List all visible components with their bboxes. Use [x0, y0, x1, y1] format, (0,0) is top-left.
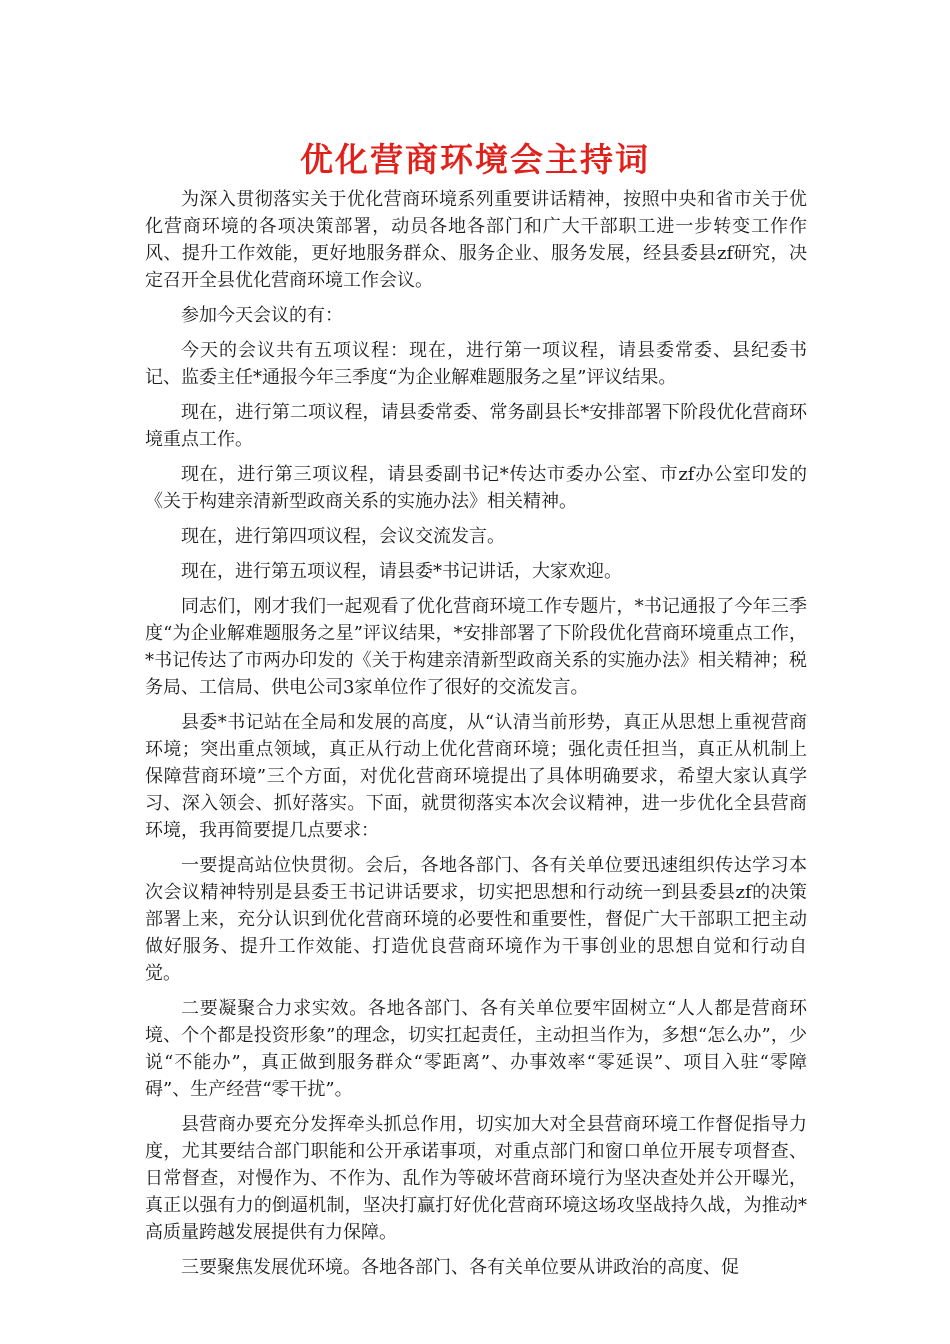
paragraph: 现在，进行第三项议程，请县委副书记*传达市委办公室、市zf办公室印发的《关于构建亲清新型政商关系的实施办法》相关精神。 — [145, 464, 807, 512]
paragraph: 现在，进行第二项议程，请县委常委、常务副县长*安排部署下阶段优化营商环境重点工作。 — [145, 402, 807, 450]
paragraph: 今天的会议共有五项议程：现在，进行第一项议程，请县委常委、县纪委书记、监委主任*通报今年三季度“为企业解难题服务之星”评议结果。 — [145, 340, 807, 388]
paragraph: 三要聚焦发展优环境。各地各部门、各有关单位要从讲政治的高度、促 — [181, 1257, 739, 1278]
paragraph: 县营商办要充分发挥牵头抓总作用，切实加大对全县营商环境工作督促指导力度，尤其要结合部门职能和公开承诺事项，对重点部门和窗口单位开展专项督查、日常督查，对慢作为、不作为、乱作为等破坏营商环境行为坚决查处并公开曝光，真正以强有力的倒逼机制，坚决打赢打好优化营商环境这场攻坚战持久战，为推动*高质量跨越发展提供有力保障。 — [145, 1114, 807, 1243]
paragraph: 为深入贯彻落实关于优化营商环境系列重要讲话精神，按照中央和省市关于优化营商环境的各项决策部署，动员各地各部门和广大干部职工进一步转变工作作风、提升工作效能，更好地服务群众、服务企业、服务发展，经县委县zf研究，决定召开全县优化营商环境工作会议。 — [145, 189, 807, 291]
paragraph: 二要凝聚合力求实效。各地各部门、各有关单位要牢固树立“人人都是营商环境、个个都是投资形象”的理念，切实扛起责任，主动担当作为，多想“怎么办”，少说“不能办”，真正做到服务群众“零距离”、办事效率“零延误”、项目入驻“零障碍”、生产经营“零干扰”。 — [145, 998, 807, 1100]
paragraph: 现在，进行第五项议程，请县委*书记讲话，大家欢迎。 — [181, 561, 622, 582]
document-body — [145, 186, 807, 1289]
paragraph: 参加今天会议的有： — [181, 305, 343, 326]
paragraph: 同志们，刚才我们一起观看了优化营商环境工作专题片，*书记通报了今年三季度“为企业解难题服务之星”评议结果，*安排部署了下阶段优化营商环境重点工作，*书记传达了市两办印发的《关于构建亲清新型政商关系的实施办法》相关精神；税务局、工信局、供电公司3家单位作了很好的交流发言。 — [145, 596, 807, 698]
paragraph: 一要提高站位快贯彻。会后，各地各部门、各有关单位要迅速组织传达学习本次会议精神特别是县委王书记讲话要求，切实把思想和行动统一到县委县zf的决策部署上来，充分认识到优化营商环境的必要性和重要性，督促广大干部职工把主动做好服务、提升工作效能、打造优良营商环境作为干事创业的思想自觉和行动自觉。 — [145, 855, 807, 984]
paragraph: 县委*书记站在全局和发展的高度，从“认清当前形势，真正从思想上重视营商环境；突出重点领域，真正从行动上优化营商环境；强化责任担当，真正从机制上保障营商环境”三个方面，对优化营商环境提出了具体明确要求，希望大家认真学习、深入领会、抓好落实。下面，就贯彻落实本次会议精神，进一步优化全县营商环境，我再简要提几点要求： — [145, 712, 807, 841]
paragraph: 现在，进行第四项议程，会议交流发言。 — [181, 526, 505, 547]
document-title: 优化营商环境会主持词 — [300, 140, 650, 179]
